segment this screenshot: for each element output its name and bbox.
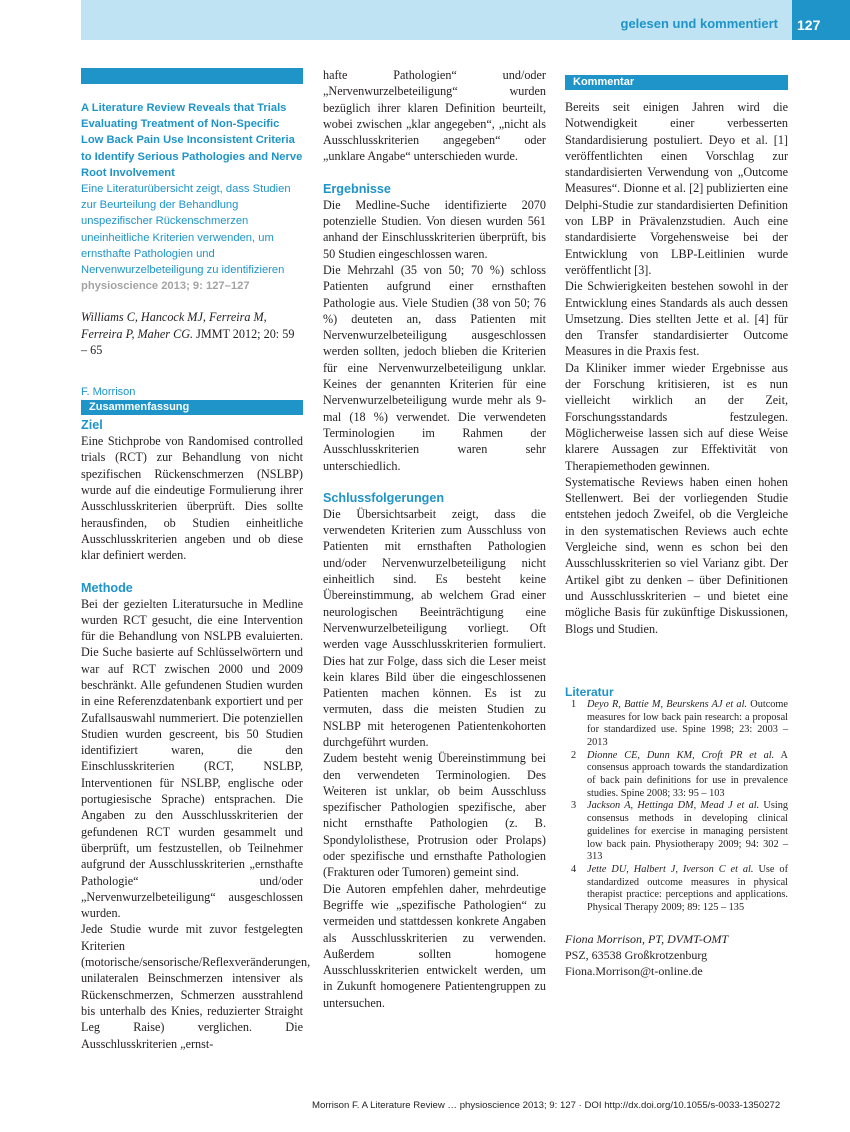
ergebnisse-paragraph-1: Die Medline-Suche identifizierte 2070 potenzielle Studien. Von diesen wurden 561 anhand der Einschlusskriterien überprüft, bis 50 Studien eingeschlossen waren. [323,197,546,261]
ziel-heading: Ziel [81,418,103,433]
source-authors: Williams C, Hancock MJ, Ferreira M, Ferreira P, Maher CG. [81,310,267,341]
methode-paragraph-2-cont: hafte Pathologien“ und/oder „Nervenwurzelbeteiligung“ wurden bezüglich ihrer klaren Definition beurteilt, wobei zwischen „klar angegeben“, „nicht als Ausschlusskriterien angegeben“ oder „unklare Angabe“ unterschieden wurde. [323,68,546,164]
reference-item: 2 Dionne CE, Dunn KM, Croft PR et al. A consensus approach towards the standardization of back pain definitions for use in prevalence studies. Spine 2008; 33: 95 – 103 [571,749,788,799]
page-header-band [81,0,792,40]
schluss-paragraph-2: Zudem besteht wenig Übereinstimmung bei den verwendeten Terminologien. Des Weiteren ist unklar, ob beim Ausschluss spezifischer Pathologien spezifische, aber nicht ernsthafte Pathologien (z. B. Spondylolisthese, Protrusion oder Prolaps) oder spezifische und ernsthafte Pathologien (Frakturen oder Tumoren) gemeint sind. [323,751,546,880]
methode-paragraph-1: Bei der gezielten Literatursuche in Medline wurden RCT gesucht, die eine Intervention für die Behandlung von NSLPB evaluierten. Die Suche basierte auf Schlüsselwörtern und war auf RCT zwischen 2000 und 2009 beschränkt. Alle gefundenen Studien wurden in eine Referenzdatenbank exportiert und per Zufallsauswahl nummeriert. Die potenziellen Studien wurden gescreent, bis 50 Studien identifiziert waren, die den Einschlusskriterien (RCT, NSLBP, Interventionen für NSLBP, englische oder portugiesische Sprache) entsprachen. Die Angaben zu den Ausschlusskriterien der gefundenen RCT wurden gesammelt und überprüft, um festzustellen, ob Teilnehmer aufgrund der Ausschlusskriterien „ernsthafte Pathologie“ und/oder „Nervenwurzelbeteiligung“ ausgeschlossen wurden. [81,596,303,921]
page-number: 127 [792,0,850,40]
reference-item: 4 Jette DU, Halbert J, Iverson C et al. Use of standardized outcome measures in physical therapist practice: perceptions and applications. Physical Therapy 2009; 89: 125 – 135 [571,863,788,914]
literatur-heading: Literatur [565,684,614,699]
article-title-en: A Literature Review Reveals that Trials Evaluating Treatment of Non-Specific Low Back Pain Use Inconsistent Criteria to Identify Serious Pathologies and Nerve Root Involvement [81,102,303,179]
source-reference [81,309,303,358]
article-citation: physioscience 2013; 9: 127–127 [81,280,250,293]
schluss-paragraph-3: Die Autoren empfehlen daher, mehrdeutige Begriffe wie „spezifische Pathologien“ zu vermeiden und stattdessen konkrete Angaben als Ausschlusskriterien zu verwenden. Außerdem sollten homogene Ausschlusskriterien entwickelt werden, um in Zukunft homogenere Patientengruppen zu untersuchen. [323,881,546,1010]
column-middle [323,67,546,1011]
column-left [81,68,311,1052]
ergebnisse-heading: Ergebnisse [323,181,391,196]
source-journal: JMMT 2012; 20: 59 – 65 [81,326,295,357]
reference-list [565,699,788,915]
kommentar-paragraph-1: Bereits seit einigen Jahren wird die Notwendigkeit einer verbesserten Standardisierung postuliert. Deyo et al. [1] veröffentlichten einen Vorschlag zur standardisierten Verwendung von „Outcome Measures“. Dionne et al. [2] publizierten eine Delphi-Studie zur standardisierten Definition von LBP in Prävalenzstudien. Auch eine standardisierte Vorgehensweise bei der Entwicklung von LBP-Leitlinien wurde veröffentlicht [3]. [565,100,788,277]
kommentar-paragraph-4: Systematische Reviews haben einen hohen Stellenwert. Bei der vorliegenden Studie entstehen jedoch Zweifel, ob die Vergleiche in den systematischen Reviews auch echte Vergleiche sind, wenn es schon bei den Ausschlusskriterien so viel Varianz gibt. Der Artikel gibt zu denken – über Definitionen und Ausschlusskriterien – und bietet eine mögliche Basis für zukünftige Diskussionen, Blogs und Studien. [565,474,788,636]
kommentar-paragraph-2: Die Schwierigkeiten bestehen sowohl in der Entwicklung eines Standards als auch dessen Umsetzung. Dies stellten Jette et al. [4] für den Transfer standardisierter Outcome Measures in die Praxis fest. [565,279,788,359]
reference-item: 3 Jackson A, Hettinga DM, Mead J et al. Using consensus methods in developing clinical guidelines for exercise in managing persistent low back pain. Physiotherapy 2009; 94: 302 – 313 [571,800,788,863]
commentator-name: F. Morrison [81,386,136,399]
signature-name: Fiona Morrison, PT, DVMT-OMT [565,931,729,946]
reference-item: 1 Deyo R, Battie M, Beurskens AJ et al. Outcome measures for low back pain research: a proposal for standardized use. Spine 1998; 23: 2003 – 2013 [571,698,788,748]
schluss-paragraph-1: Die Übersichtsarbeit zeigt, dass die verwendeten Kriterien zum Ausschluss von Patienten mit ernsthaften Pathologien und/oder Nervenwurzelbeteiligung nicht einheitlich sind. Es besteht keine Übereinstimmung, ab welchem Grad einer neurologischen Beeinträchtigung eine Nervenwurzelbeteiligung vorliegt. Oft werden vage Ausschlusskriterien formuliert. Dies hat zur Folge, dass sich die Leser meist kein klares Bild über die eingeschlossenen Patienten machen können. Es ist zu vermuten, dass die meisten Studien zu NSLBP mit heterogenen Patientenkohorten durchgeführt wurden. [323,506,546,749]
article-title-de: Eine Literaturübersicht zeigt, dass Studien zur Beurteilung der Behandlung unspezifischer Rückenschmerzen uneinheitliche Kriterien verwenden, um ernsthafte Pathologien und Nervenwurzelbeteiligung zu identifizieren [81,183,291,277]
ergebnisse-paragraph-2: Die Mehrzahl (35 von 50; 70 %) schloss Patienten aufgrund einer ernsthaften Pathologie aus. Viele Studien (38 von 50; 76 %) deuteten an, dass Patienten mit Nervenwurzelbeteiligung ausgeschlossen werden sollten, jedoch blieben die Kriterien für eine Nervenwurzelbeteiligung unklar. Keines der genannten Kriterien für eine Nervenwurzelbeteiligung wurde mehr als 9-mal (18 %) verwendet. Die verwendeten Terminologien im Rahmen der Ausschlusskriterien waren sehr unterschiedlich. [323,262,546,473]
kommentar-paragraph-3: Da Kliniker immer wieder Ergebnisse aus der Forschung kritisieren, ist es nun vielleicht wirklich an der Zeit, Forschungsstandards festzulegen. Möglicherweise lassen sich auf diese Weise klarere Aussagen zur Effektivität von Therapiemethoden gewinnen. [565,360,788,473]
signature-address: PSZ, 63538 Großkrotzenburg [565,947,708,962]
column-right [565,75,788,979]
signature-email: Fiona.Morrison@t-online.de [565,963,703,978]
zusammenfassung-label: Zusammenfassung [81,400,303,415]
schluss-heading: Schlussfolgerungen [323,490,445,505]
methode-paragraph-2: Jede Studie wurde mit zuvor festgelegten Kriterien (motorische/sensorische/Reflexveränderungen, unilateralen Beinschmerzen intensiver als Rückenschmerzen, Schmerzen ausstrahlend bis unterhalb des Knies, reduzierter Straight Leg Raise) verglichen. Die Ausschlusskriterien „ernst- [81,922,311,1051]
methode-heading: Methode [81,580,133,595]
ziel-text: Eine Stichprobe von Randomised controlled trials (RCT) zur Behandlung von nicht spezifischen Rückenschmerzen (NSLBP) wurde auf die eindeutige Formulierung ihrer Ausschlusskriterien überprüft. Dies sollte herausfinden, ob Studien einheitliche Ausschlusskriterien angeben und ob diese klar definiert werden. [81,434,303,563]
article-bar [81,68,303,84]
page-footer: Morrison F. A Literature Review … physioscience 2013; 9: 127 · DOI http://dx.doi.org/10.1055/s-0033-1350272 [312,1100,781,1111]
section-title: gelesen und kommentiert [620,16,778,31]
kommentar-label: Kommentar [565,75,788,90]
